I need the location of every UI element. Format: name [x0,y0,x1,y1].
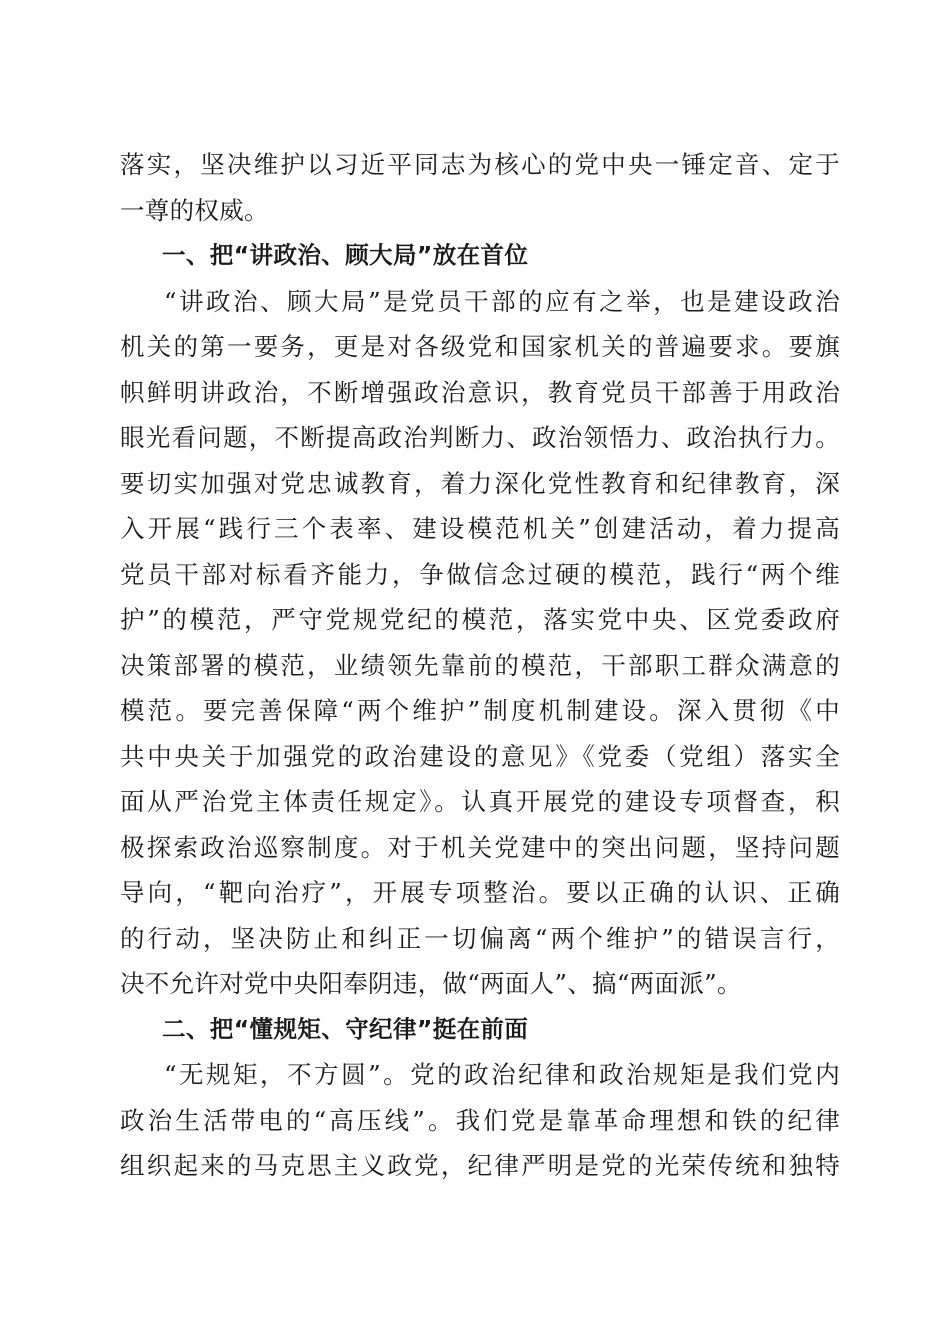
text-line: 要切实加强对党忠诚教育，着力深化党性教育和纪律教育，深 [120,468,840,498]
text-line: 落实，坚决维护以习近平同志为核心的党中央一锤定音、定于 [120,150,840,179]
text-line: 共中央关于加强党的政治建设的意见》《党委（党组）落实全 [120,741,840,771]
text-line: 面从严治党主体责任规定》。认真开展党的建设专项督查，积 [120,787,840,816]
text-line: 机关的第一要务，更是对各级党和国家机关的普遍要求。要旗 [120,332,840,361]
text-line: 护”的模范，严守党规党纪的模范，落实党中央、区党委政府 [120,605,840,634]
text-line: 党员干部对标看齐能力，争做信念过硬的模范，践行“两个维 [120,559,840,589]
text-line: 导向，“靶向治疗”，开展专项整治。要以正确的认识、正确 [120,878,840,907]
text-line: 入开展“践行三个表率、建设模范机关”创建活动，着力提高 [120,514,840,543]
text-line: 极探索政治巡察制度。对于机关党建中的突出问题，坚持问题 [120,832,840,862]
text-line: 帜鲜明讲政治，不断增强政治意识，教育党员干部善于用政治 [120,377,840,407]
text-line: 眼光看问题，不断提高政治判断力、政治领悟力、政治执行力。 [120,423,840,452]
section-heading-1: 一、把“讲政治、顾大局”放在首位 [162,241,529,269]
text-line: 的行动，坚决防止和纠正一切偏离“两个维护”的错误言行， [120,923,840,953]
paragraph-first-line: “讲政治、顾大局”是党员干部的应有之举，也是建设政治 [164,286,840,316]
text-line: 组织起来的马克思主义政党，纪律严明是党的光荣传统和独特 [120,1151,840,1180]
text-line: 决策部署的模范，业绩领先靠前的模范，干部职工群众满意的 [120,650,840,680]
section-heading-2: 二、把“懂规矩、守纪律”挺在前面 [162,1014,529,1043]
paragraph-first-line: “无规矩，不方圆”。党的政治纪律和政治规矩是我们党内 [164,1060,840,1089]
text-line: 一尊的权威。 [120,195,269,225]
text-line: 决不允许对党中央阳奉阴违，做“两面人”、搞“两面派”。 [120,969,742,998]
text-line: 模范。要完善保障“两个维护”制度机制建设。深入贯彻《中 [120,696,840,725]
text-line: 政治生活带电的“高压线”。我们党是靠革命理想和铁的纪律 [120,1105,840,1135]
document-body [120,142,840,1189]
